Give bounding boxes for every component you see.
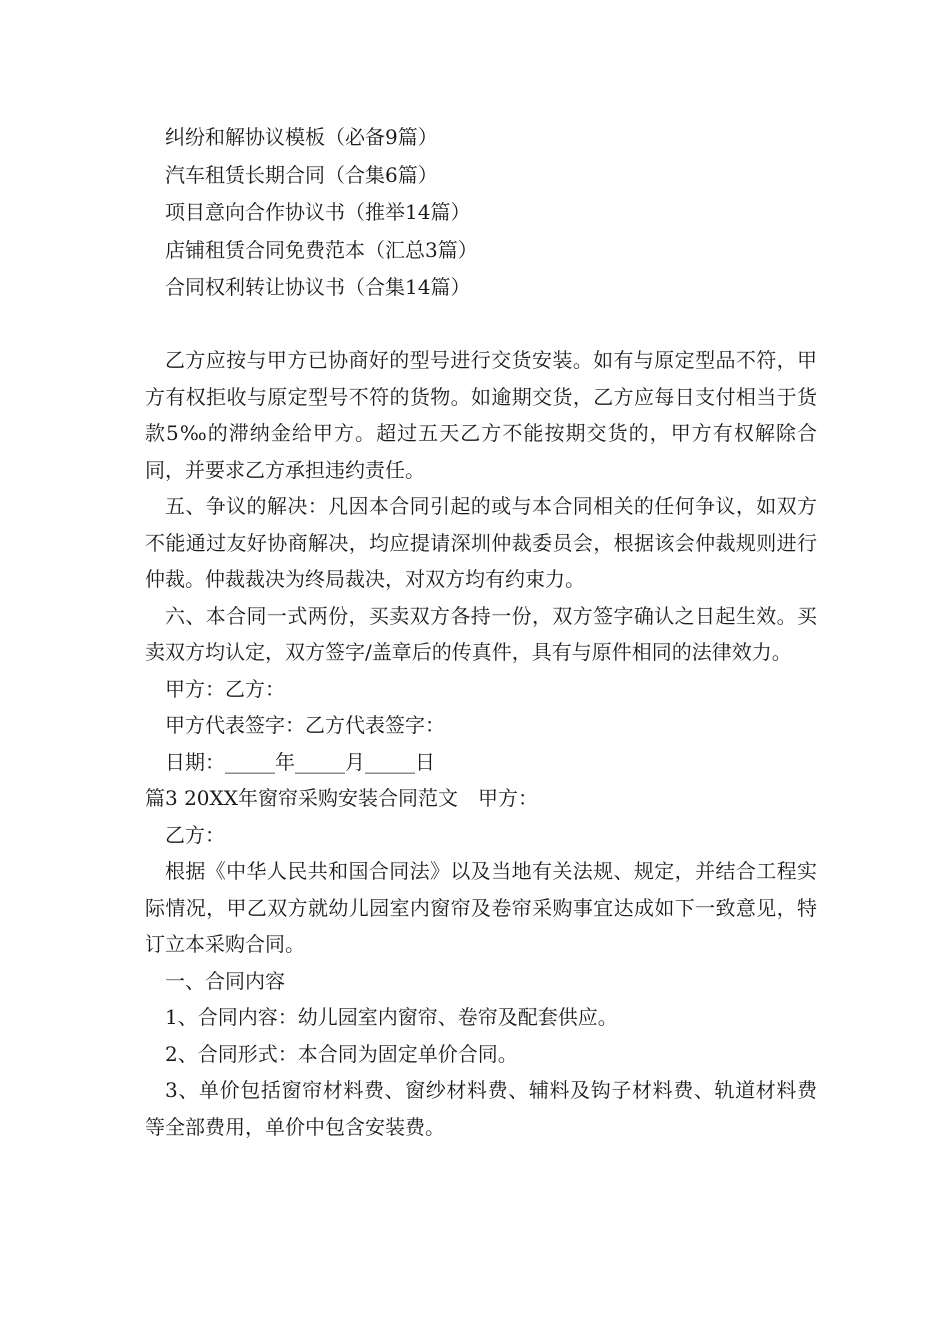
paragraph-delivery: 乙方应按与甲方已协商好的型号进行交货安装。如有与原定型品不符，甲方有权拒收与原定型号不符的货物。如逾期交货，乙方应每日支付相当于货款5‰的滞纳金给甲方。超过五天乙方不能按期交货的，甲方有权解除合同，并要求乙方承担违约责任。 — [145, 348, 817, 482]
paragraph-copies: 六、本合同一式两份，买卖双方各持一份，双方签字确认之日起生效。买卖双方均认定，双方签字/盖章后的传真件，具有与原件相同的法律效力。 — [145, 603, 817, 664]
section-heading: 篇3 20XX年窗帘采购安装合同范文 甲方： — [145, 786, 539, 810]
related-link[interactable]: 店铺租赁合同免费范本（汇总3篇） — [165, 237, 478, 262]
clause-heading: 一、合同内容 — [165, 968, 285, 993]
paragraph-preamble: 根据《中华人民共和国合同法》以及当地有关法规、规定，并结合工程实际情况，甲乙双方就幼儿园室内窗帘及卷帘采购事宜达成如下一致意见，特订立本采购合同。 — [145, 859, 817, 956]
related-link[interactable]: 纠纷和解协议模板（必备9篇） — [165, 125, 438, 149]
clause-item-1: 1、合同内容：幼儿园室内窗帘、卷帘及配套供应。 — [165, 1005, 618, 1029]
clause-item-3: 3、单价包括窗帘材料费、窗纱材料费、辅料及钩子材料费、轨道材料费等全部费用，单价中包含安装费。 — [145, 1078, 817, 1139]
parties-line: 甲方：乙方： — [165, 676, 285, 701]
related-link[interactable]: 项目意向合作协议书（推举14篇） — [165, 200, 471, 224]
party-b-line: 乙方： — [165, 822, 225, 847]
paragraph-dispute: 五、争议的解决：凡因本合同引起的或与本合同相关的任何争议，如双方不能通过友好协商解决，均应提请深圳仲裁委员会，根据该会仲裁规则进行仲裁。仲裁裁决为终局裁决，对双方均有约束力。 — [145, 494, 817, 591]
document-body — [145, 342, 817, 1145]
clause-item-2: 2、合同形式：本合同为固定单价合同。 — [165, 1041, 518, 1066]
related-links-list — [165, 119, 478, 307]
signature-line: 甲方代表签字：乙方代表签字： — [165, 713, 445, 737]
related-link[interactable]: 合同权利转让协议书（合集14篇） — [165, 275, 471, 299]
related-link[interactable]: 汽车租赁长期合同（合集6篇） — [165, 162, 438, 187]
date-line: 日期：_____年_____月_____日 — [165, 749, 435, 774]
